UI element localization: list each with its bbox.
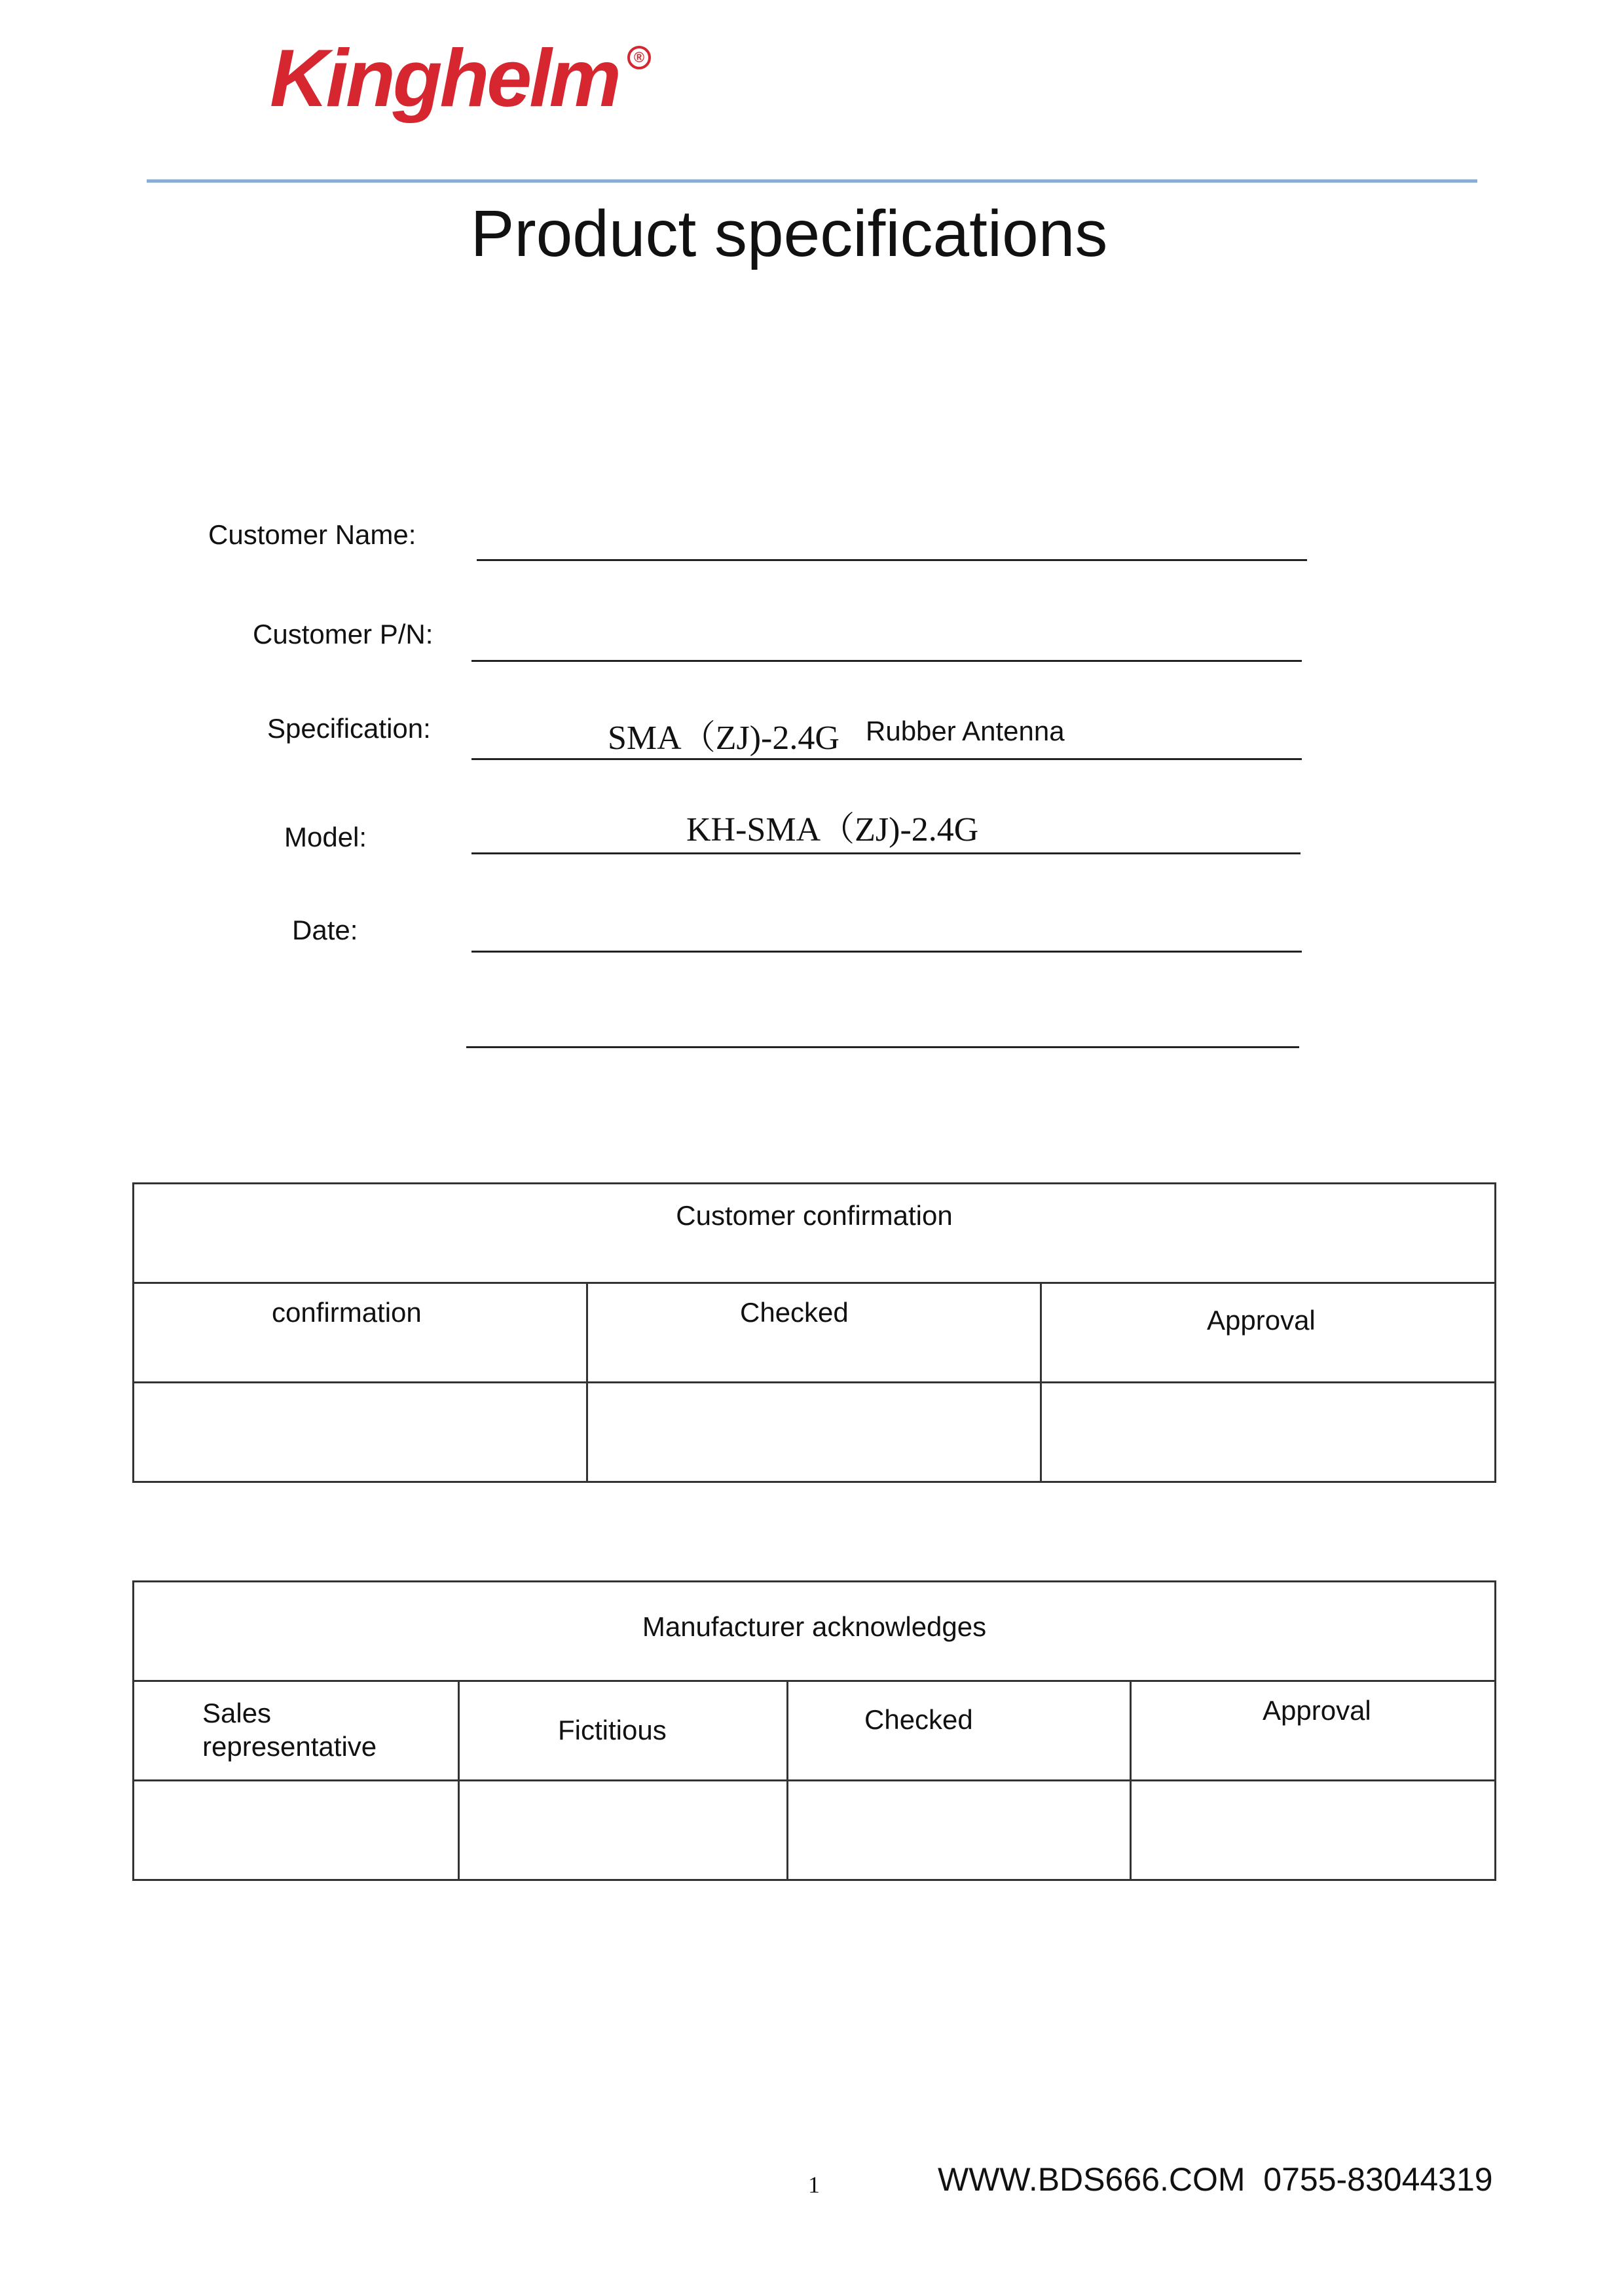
ma-col-sales-representative: Sales representative: [202, 1698, 377, 1762]
ma-col-approval: Approval: [1263, 1695, 1371, 1726]
ma-sign-fictitious[interactable]: [459, 1781, 788, 1880]
page-number: 1: [808, 2172, 820, 2198]
ma-header-fictitious: [459, 1681, 788, 1781]
customer-confirmation-table: [132, 1182, 1496, 1483]
ma-header-sales: [134, 1681, 459, 1781]
page-title: Product specifications: [470, 197, 1108, 270]
customer-pn-line: [471, 660, 1302, 662]
cc-col-approval: Approval: [1207, 1305, 1316, 1336]
cc-col-checked: Checked: [740, 1297, 849, 1328]
cc-col-confirmation: confirmation: [272, 1297, 422, 1328]
manufacturer-title-cell: [134, 1582, 1496, 1681]
customer-pn-label: Customer P/N:: [253, 619, 434, 649]
customer-confirmation-title: Customer confirmation: [676, 1200, 953, 1231]
ma-sign-approval[interactable]: [1131, 1781, 1496, 1880]
model-line: [471, 852, 1301, 854]
registered-mark: ®: [627, 46, 651, 69]
customer-name-line: [477, 559, 1307, 561]
date-line: [471, 951, 1302, 953]
specification-line: [471, 758, 1302, 760]
ma-header-approval: [1131, 1681, 1496, 1781]
ma-header-checked: [788, 1681, 1131, 1781]
ma-col-fictitious: Fictitious: [558, 1715, 667, 1745]
model-label: Model:: [284, 822, 367, 852]
specification-label: Specification:: [267, 713, 431, 744]
ma-sign-sales[interactable]: [134, 1781, 459, 1880]
model-value: KH-SMA（ZJ)-2.4G: [686, 811, 979, 848]
cc-header-confirmation: [134, 1283, 587, 1383]
ma-sign-checked[interactable]: [788, 1781, 1131, 1880]
customer-confirmation-title-cell: [134, 1184, 1496, 1283]
manufacturer-title: Manufacturer acknowledges: [642, 1611, 987, 1642]
date-label: Date:: [292, 915, 358, 945]
manufacturer-acknowledges-table: [132, 1580, 1496, 1881]
cc-header-checked: [587, 1283, 1041, 1383]
cc-header-approval: [1041, 1283, 1496, 1383]
cc-sign-checked[interactable]: [587, 1383, 1041, 1482]
ma-col-checked: Checked: [864, 1704, 973, 1735]
header-rule: [147, 179, 1477, 183]
cc-sign-confirmation[interactable]: [134, 1383, 587, 1482]
footer-contact: WWW.BDS666.COM 0755-83044319: [938, 2161, 1493, 2198]
customer-name-label: Customer Name:: [208, 519, 416, 550]
brand-logo: Kinghelm: [270, 33, 619, 124]
extra-blank-line: [466, 1046, 1299, 1048]
cc-sign-approval[interactable]: [1041, 1383, 1496, 1482]
specification-value-type: Rubber Antenna: [866, 716, 1065, 746]
specification-value-model: SMA（ZJ)-2.4G: [608, 720, 840, 757]
